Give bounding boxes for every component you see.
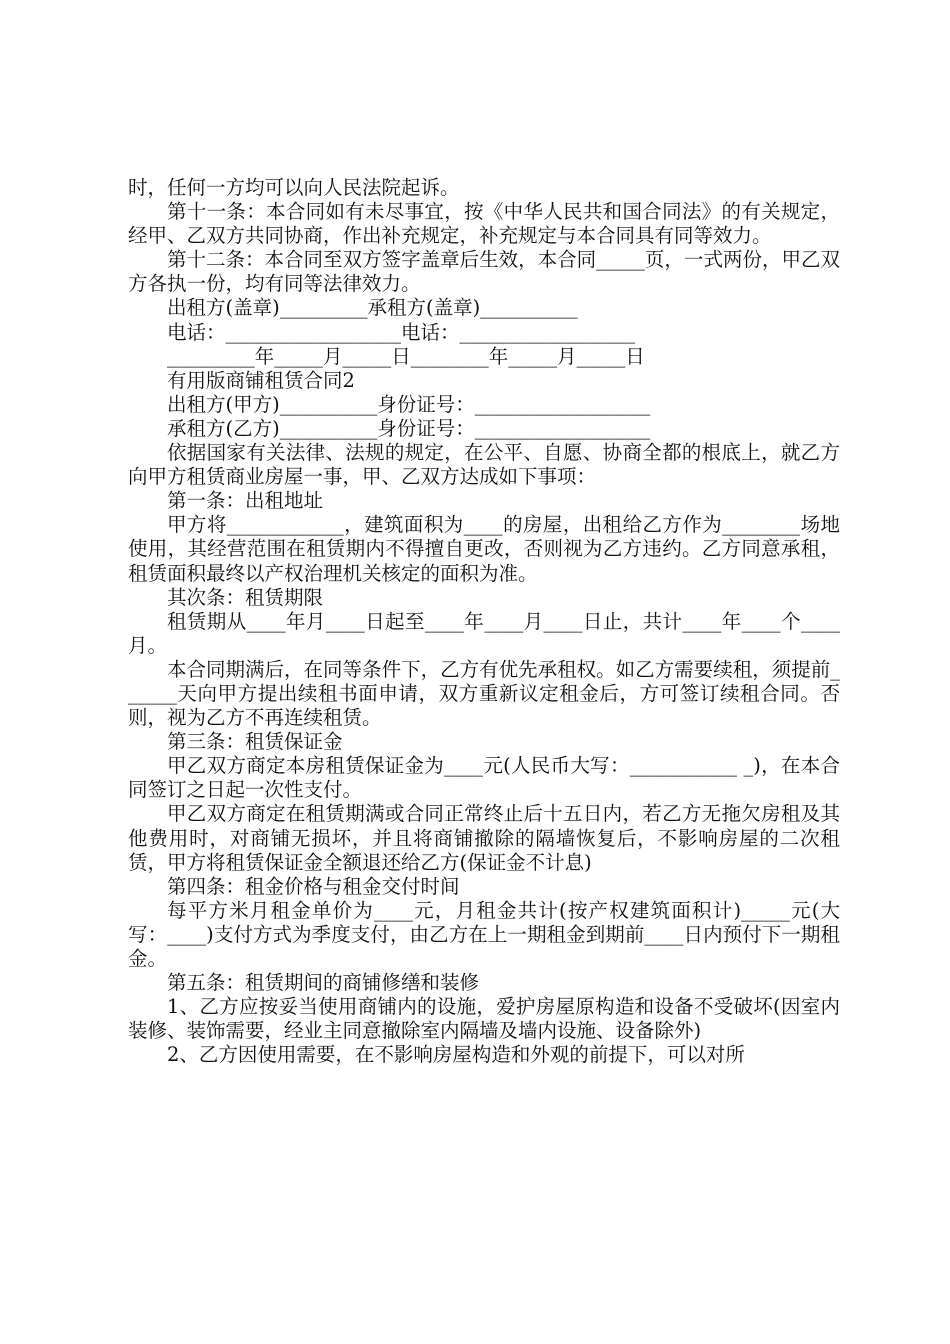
paragraph: 2、乙方因使用需要，在不影响房屋构造和外观的前提下，可以对所 bbox=[167, 1043, 745, 1067]
paragraph: 第一条：出租地址 bbox=[167, 489, 324, 513]
paragraph: 第十二条：本合同至双方签字盖章后生效，本合同_____页，一式两份，甲乙双方各执一份，均有同等法律效力。 bbox=[128, 248, 840, 296]
paragraph: 甲乙双方商定本房租赁保证金为____元(人民币大写：___________ _)，在本合同签订之日起一次性支付。 bbox=[128, 754, 840, 802]
paragraph: 有用版商铺租赁合同2 bbox=[167, 368, 355, 392]
paragraph: 租赁期从____年月____日起至____年____月____日止，共计____年____个____月。 bbox=[128, 609, 840, 657]
paragraph: 每平方米月租金单价为____元，月租金共计(按产权建筑面积计)_____元(大写：____)支付方式为季度支付，由乙方在上一期租金到期前____日内预付下一期租金。 bbox=[128, 898, 840, 970]
paragraph: 1、乙方应按妥当使用商铺内的设施，爱护房屋原构造和设备不受破坏(因室内装修、装饰需要，经业主同意撤除室内隔墙及墙内设施、设备除外) bbox=[128, 995, 840, 1043]
paragraph: 本合同期满后，在同等条件下，乙方有优先承租权。如乙方需要续租，须提前______天向甲方提出续租书面申请，双方重新议定租金后，方可签订续租合同。否则，视为乙方不再连续租赁。 bbox=[128, 657, 840, 730]
paragraph: 出租方(盖章)_________承租方(盖章)__________ bbox=[167, 296, 578, 320]
paragraph: 电话：__________________电话：__________________ bbox=[167, 320, 636, 344]
paragraph: 时，任何一方均可以向人民法院起诉。 bbox=[128, 176, 460, 199]
paragraph: 甲方将____________，建筑面积为____的房屋，出租给乙方作为________场地使用，其经营范围在租赁期内不得擅自更改，否则视为乙方违约。乙方同意承租，租赁面积最终以产权治理机关核定的面积为准。 bbox=[128, 513, 840, 585]
paragraph: 其次条：租赁期限 bbox=[167, 585, 324, 609]
paragraph: 甲乙双方商定在租赁期满或合同正常终止后十五日内，若乙方无拖欠房租及其他费用时，对商铺无损坏，并且将商铺撤除的隔墙恢复后，不影响房屋的二次租赁，甲方将租赁保证金全额退还给乙方(保证金不计息) bbox=[128, 802, 840, 874]
paragraph: 第十一条：本合同如有未尽事宜，按《中华人民共和国合同法》的有关规定，经甲、乙双方共同协商，作出补充规定，补充规定与本合同具有同等效力。 bbox=[128, 200, 840, 248]
paragraph: 第五条：租赁期间的商铺修缮和装修 bbox=[167, 971, 480, 995]
paragraph: 第三条：租赁保证金 bbox=[167, 730, 343, 754]
paragraph: _________年_____月_____日________年_____月_____日 bbox=[167, 344, 645, 368]
document-body bbox=[128, 176, 840, 1067]
paragraph: 承租方(乙方)__________身份证号：__________________ bbox=[167, 416, 651, 440]
paragraph: 依据国家有关法律、法规的规定，在公平、自愿、协商全都的根底上，就乙方向甲方租赁商业房屋一事，甲、乙双方达成如下事项： bbox=[128, 441, 840, 489]
paragraph: 出租方(甲方)__________身份证号：__________________ bbox=[167, 392, 651, 416]
paragraph: 第四条：租金价格与租金交付时间 bbox=[167, 874, 460, 898]
